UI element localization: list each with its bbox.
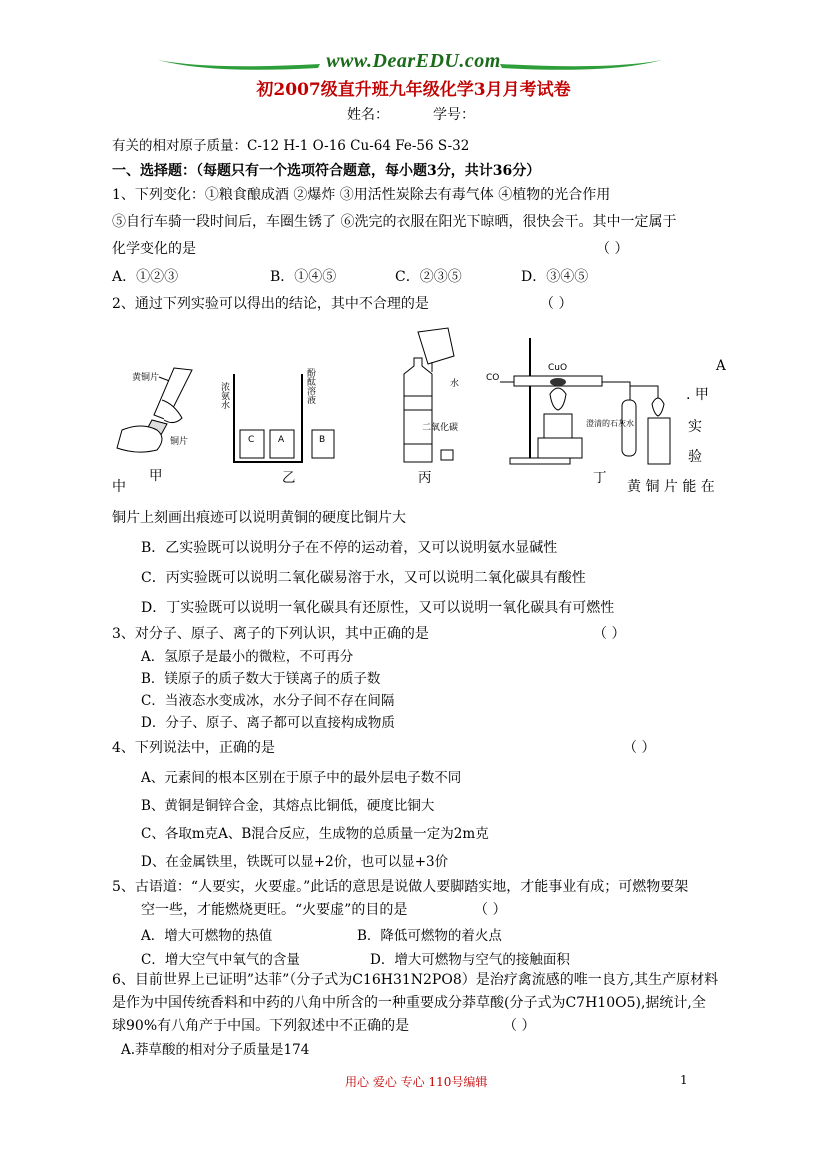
- figure-yi-ammonia-label: 浓氨水: [219, 382, 229, 409]
- q2-side-jia: . 甲: [686, 387, 709, 403]
- figure-label-yi: 乙: [282, 470, 296, 486]
- name-label: 姓名：: [347, 107, 389, 123]
- q5-option-c: C．增大空气中氧气的含量: [141, 952, 300, 968]
- q2-side-a: A: [716, 358, 726, 374]
- q2-zhong: 中: [112, 479, 126, 495]
- figure-bing: [388, 326, 478, 466]
- figure-ding-cuo-label: CuO: [548, 363, 568, 373]
- figure-label-jia: 甲: [149, 468, 163, 484]
- q3-option-d: D．分子、原子、离子都可以直接构成物质: [141, 715, 395, 731]
- page-title: 初2007级直升班九年级化学3月月考试卷: [256, 80, 571, 100]
- q1-option-a: A．①②③: [112, 269, 179, 285]
- q1-line3: 化学变化的是: [112, 241, 196, 257]
- q1-answer-paren: （ ）: [596, 241, 629, 257]
- q1-line2: ⑤自行车骑一段时间后，车圈生锈了 ⑥洗完的衣服在阳光下晾晒，很快会干。其中一定属于: [112, 214, 677, 230]
- q3-option-c: C．当液态水变成冰，水分子间不存在间隔: [141, 693, 395, 709]
- q6-line3: 球90%有八角产于中国。下列叙述中不正确的是: [112, 1018, 410, 1034]
- q2-tail: 黄 铜 片 能 在: [627, 479, 715, 495]
- q2-answer-paren: （ ）: [540, 296, 573, 312]
- q3-answer-paren: （ ）: [593, 626, 626, 642]
- figure-bing-co2-label: 二氧化碳: [422, 423, 459, 433]
- q4-option-d: D、在金属铁里，铁既可以显+2价，也可以显+3价: [141, 854, 449, 870]
- q4-option-b: B、黄铜是铜锌合金，其熔点比铜低，硬度比铜大: [141, 798, 435, 814]
- figure-label-bing: 丙: [418, 470, 432, 486]
- bottle-cap: [441, 450, 453, 460]
- q2-option-a-cont: 铜片上刻画出痕迹可以说明黄铜的硬度比铜片大: [112, 510, 406, 526]
- q1-option-b: B．①④⑤: [270, 269, 337, 285]
- q6-line1: 6、目前世界上已证明”达菲”（分子式为C16H31N2PO8）是治疗禽流感的唯一良方,其生产原材料: [112, 972, 719, 988]
- q5-option-d: D．增大可燃物与空气的接触面积: [370, 952, 570, 968]
- q6-line2: 是作为中国传统香料和中药的八角中所含的一种重要成分莽草酸(分子式为C7H10O5),据统计,全: [112, 995, 706, 1011]
- q5-line2: 空一些，才能燃烧更旺。“火要虚”的目的是: [141, 902, 408, 918]
- q3-stem: 3、对分子、原子、离子的下列认识，其中正确的是: [112, 626, 429, 642]
- q6-answer-paren: （ ）: [503, 1018, 536, 1034]
- q3-option-b: B．镁原子的质子数大于镁离子的质子数: [141, 671, 381, 687]
- site-logo-text: www.DearEDU.com: [326, 50, 501, 72]
- q5-answer-paren: （ ）: [474, 902, 507, 918]
- svg-text:C: C: [248, 435, 255, 445]
- figure-label-ding: 丁: [593, 470, 607, 486]
- q2-side-shi: 实: [688, 419, 702, 435]
- figure-ding: [486, 334, 686, 469]
- figure-bing-water-label: 水: [450, 379, 460, 389]
- page-number: 1: [680, 1073, 688, 1087]
- q4-stem: 4、下列说法中，正确的是: [112, 740, 275, 756]
- svg-text:B: B: [319, 435, 326, 445]
- q2-side-yan: 验: [688, 449, 702, 465]
- q1-option-d: D．③④⑤: [521, 269, 589, 285]
- figure-ding-co-label: CO: [486, 373, 500, 383]
- svg-text:A: A: [278, 435, 285, 445]
- q2-option-d: D．丁实验既可以说明一氧化碳具有还原性，又可以说明一氧化碳具有可燃性: [141, 600, 615, 616]
- q4-option-a: A、元素间的根本区别在于原子中的最外层电子数不同: [141, 770, 462, 786]
- q4-answer-paren: （ ）: [623, 740, 656, 756]
- figure-jia: [112, 360, 212, 460]
- q1-option-c: C．②③⑤: [395, 269, 462, 285]
- q2-stem: 2、通过下列实验可以得出的结论，其中不合理的是: [112, 296, 429, 312]
- figure-yi: [218, 362, 343, 467]
- q5-option-b: B．降低可燃物的着火点: [357, 928, 502, 944]
- q6-option-a: A.莽草酸的相对分子质量是174: [121, 1042, 310, 1058]
- figure-yi-phenol-label: 酚酞溶液: [305, 368, 315, 404]
- q1-line1: 1、下列变化：①粮食酿成酒 ②爆炸 ③用活性炭除去有毒气体 ④植物的光合作用: [112, 187, 611, 203]
- q2-option-c: C．丙实验既可以说明二氧化碳易溶于水，又可以说明二氧化碳具有酸性: [141, 570, 586, 586]
- figure-jia-brass-label: 黄铜片: [132, 373, 160, 383]
- q4-option-c: C、各取m克A、B混合反应，生成物的总质量一定为2m克: [141, 826, 489, 842]
- figure-ding-limewater-label: 澄清的石灰水: [586, 419, 634, 428]
- figure-jia-copper-label: 铜片: [170, 437, 189, 447]
- q5-line1: 5、古语道：“人要实，火要虚。”此话的意思是说做人要脚踏实地，才能事业有成；可燃物要架: [112, 879, 689, 895]
- id-label: 学号：: [433, 107, 475, 123]
- q3-option-a: A．氢原子是最小的微粒，不可再分: [141, 649, 354, 665]
- q2-option-b: B．乙实验既可以说明分子在不停的运动着，又可以说明氨水显碱性: [141, 540, 558, 556]
- footer-slogan: 用心 爱心 专心 110号编辑: [345, 1075, 488, 1089]
- atomic-masses: 有关的相对原子质量：C-12 H-1 O-16 Cu-64 Fe-56 S-32: [112, 138, 470, 154]
- q5-option-a: A．增大可燃物的热值: [141, 928, 273, 944]
- section-heading: 一、选择题：（每题只有一个选项符合题意，每小题3分，共计36分）: [112, 163, 541, 179]
